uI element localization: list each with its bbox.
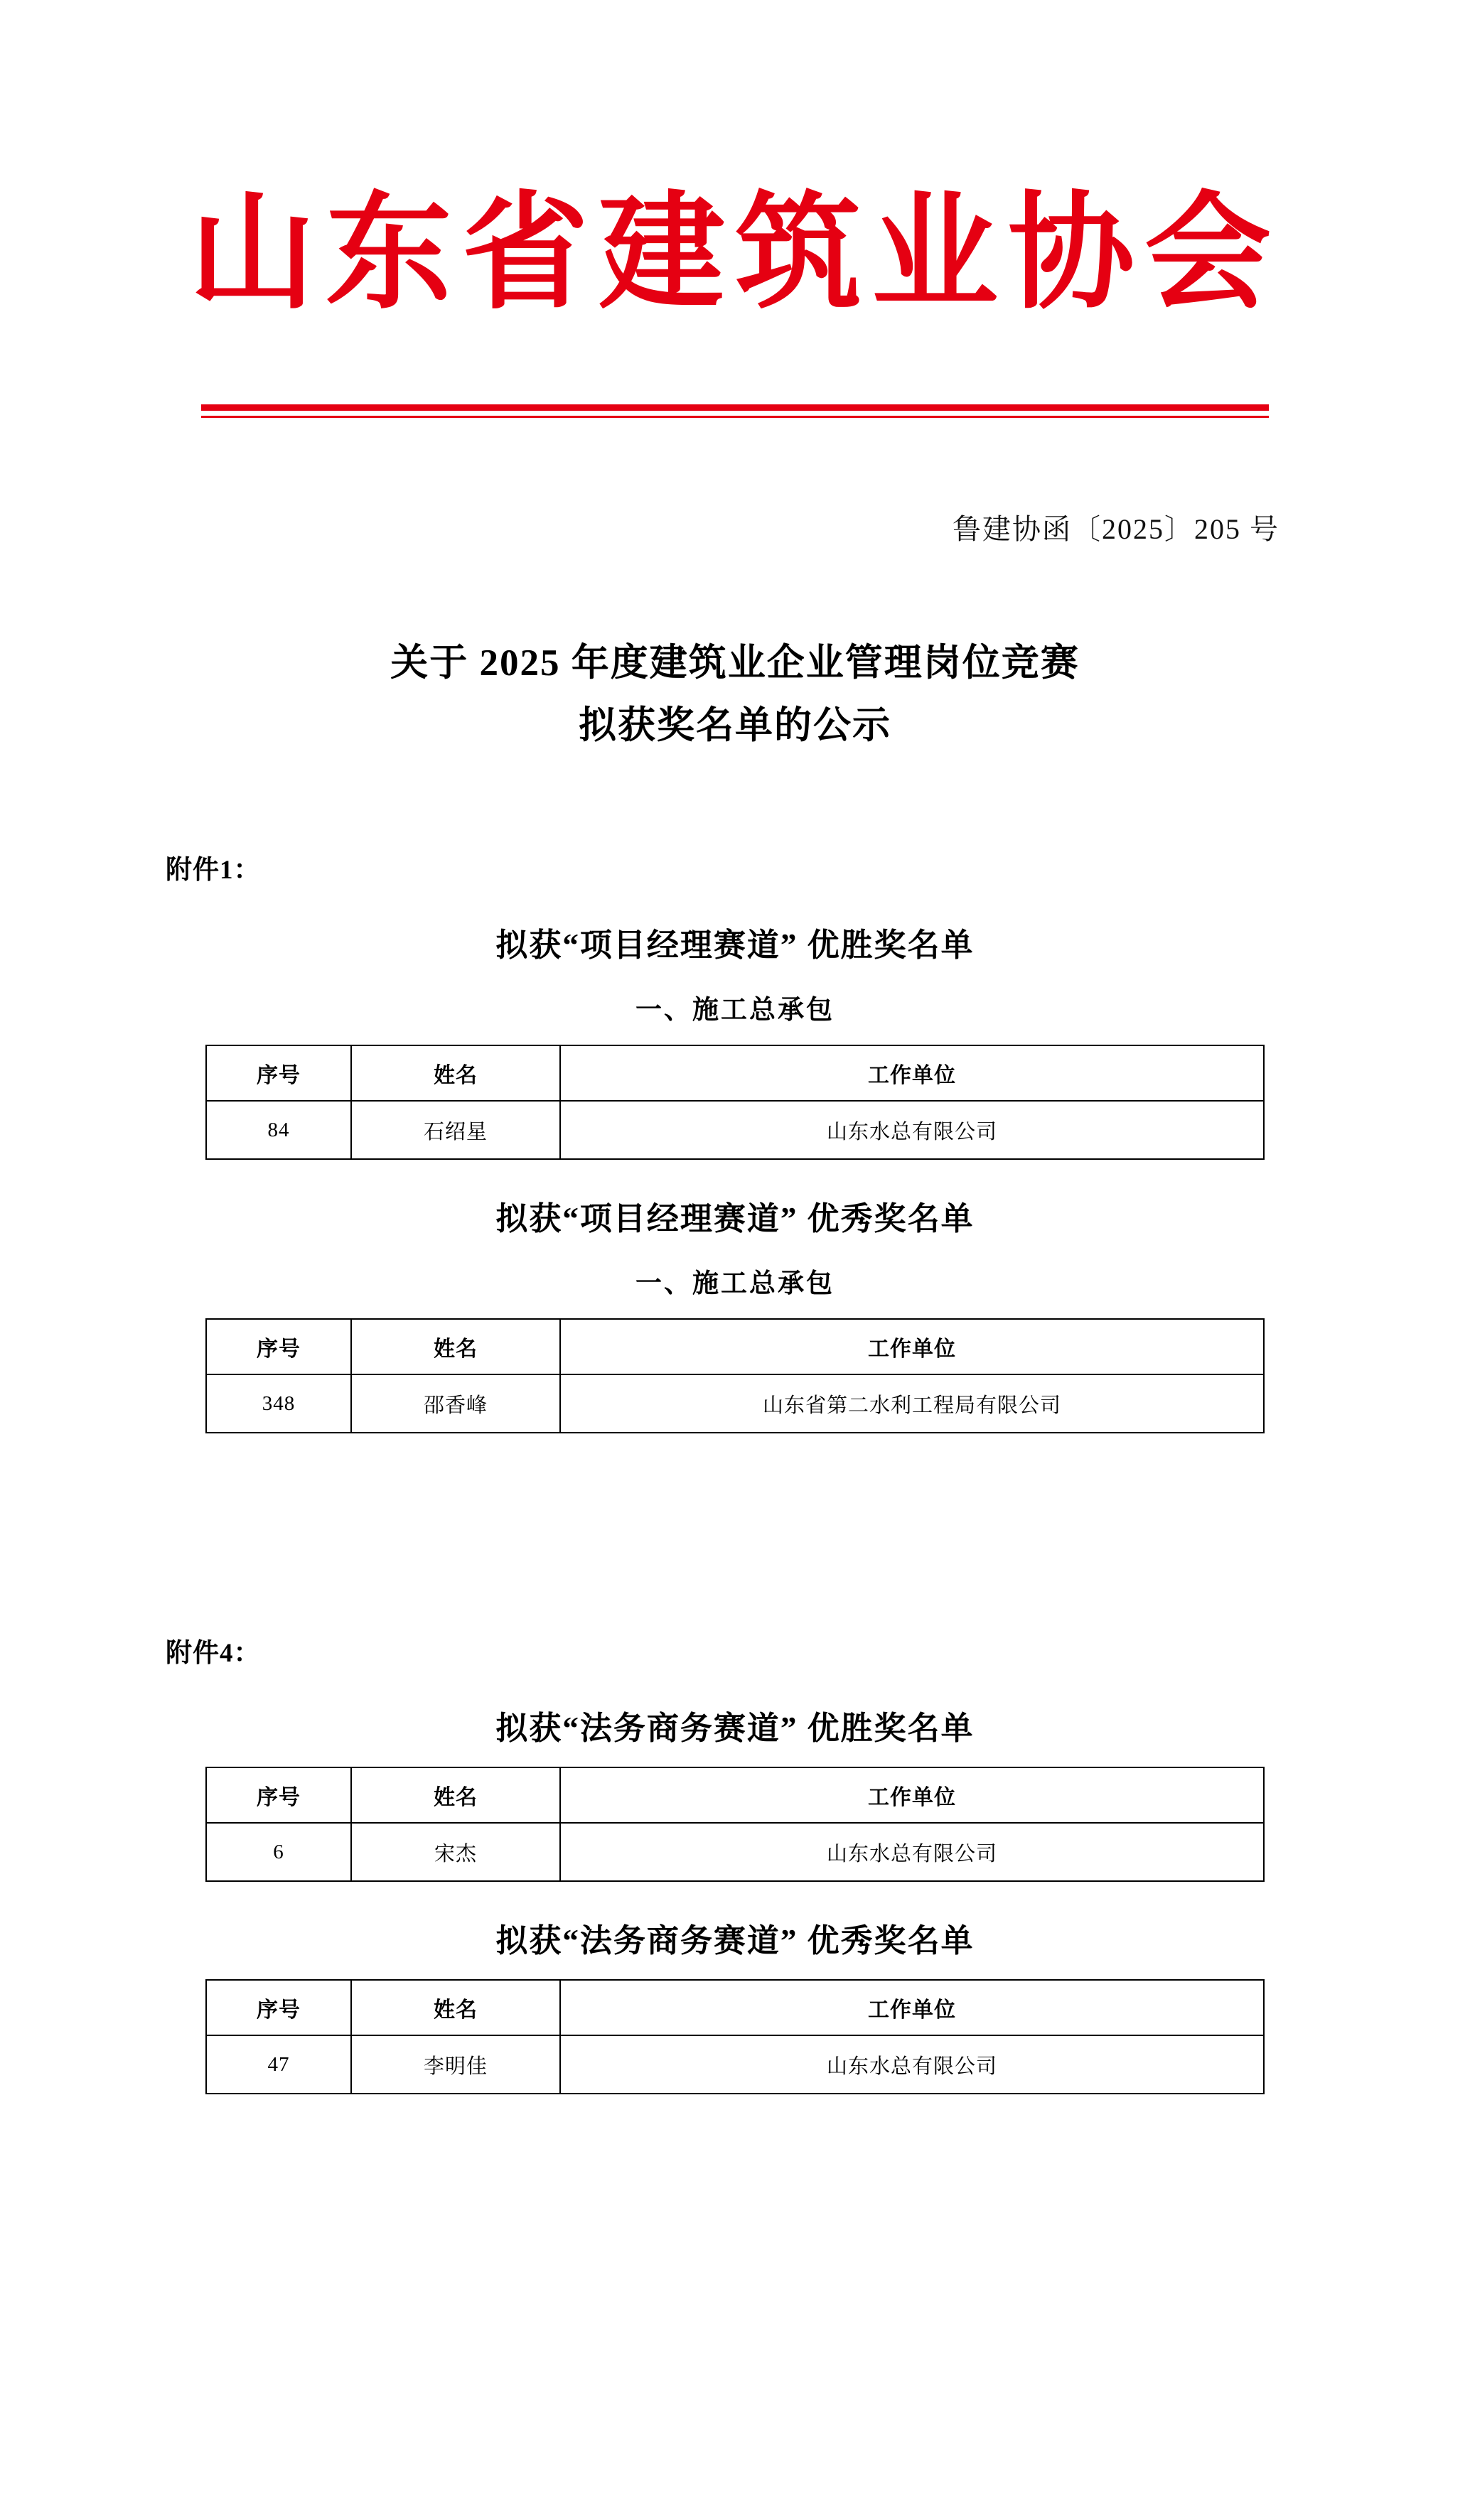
section-title-1-1: 拟获“项目经理赛道” 优胜奖名单 — [495, 927, 975, 964]
table-header-name: 姓名 — [351, 1767, 560, 1823]
awards-table-wrap-1-1 — [205, 1045, 1265, 1160]
cell-name: 李明佳 — [351, 2035, 560, 2094]
page-title-line-2: 拟获奖名单的公示 — [579, 704, 891, 746]
table-header-org: 工作单位 — [560, 1319, 1264, 1374]
organization-title: 山东省建筑业协会 — [189, 178, 1281, 326]
table-header-row — [206, 1980, 1264, 2035]
page-title-line-1: 关于 2025 年度建筑业企业管理岗位竞赛 — [390, 642, 1080, 684]
page-title — [34, 632, 1436, 757]
cell-org: 山东水总有限公司 — [560, 1101, 1264, 1159]
section-subtitle-1-1: 一、施工总承包 — [635, 996, 835, 1025]
cell-no: 47 — [206, 2035, 351, 2094]
table-header-name: 姓名 — [351, 1319, 560, 1374]
letterhead-rule-thick — [201, 404, 1269, 411]
table-row — [206, 1374, 1264, 1433]
table-header-row — [206, 1045, 1264, 1101]
attachment-label-4: 附件4： — [166, 1639, 261, 1669]
document-sheet — [34, 28, 1436, 2492]
cell-no: 6 — [206, 1823, 351, 1881]
section-title-1-2: 拟获“项目经理赛道” 优秀奖名单 — [495, 1201, 975, 1237]
cell-no: 348 — [206, 1374, 351, 1433]
section-title-4-1: 拟获“法务商务赛道” 优胜奖名单 — [495, 1711, 975, 1747]
table-header-org: 工作单位 — [560, 1980, 1264, 2035]
attachment-label-1: 附件1： — [166, 856, 261, 885]
table-header-no: 序号 — [206, 1045, 351, 1101]
document-number: 鲁建协函〔2025〕205 号 — [953, 513, 1279, 546]
table-header-org: 工作单位 — [560, 1767, 1264, 1823]
awards-table-wrap-1-2 — [205, 1318, 1265, 1433]
awards-table-1-1 — [205, 1045, 1265, 1160]
cell-no: 84 — [206, 1101, 351, 1159]
table-row — [206, 1101, 1264, 1159]
cell-org: 山东水总有限公司 — [560, 2035, 1264, 2094]
table-header-no: 序号 — [206, 1767, 351, 1823]
table-header-row — [206, 1319, 1264, 1374]
letterhead — [34, 28, 1436, 326]
awards-table-wrap-4-2 — [205, 1979, 1265, 2094]
table-row — [206, 2035, 1264, 2094]
cell-name: 邵香峰 — [351, 1374, 560, 1433]
letterhead-rule — [34, 404, 1436, 418]
table-header-no: 序号 — [206, 1980, 351, 2035]
table-header-name: 姓名 — [351, 1045, 560, 1101]
section-spacer — [34, 1433, 1436, 1540]
attachment-block-4 — [34, 1631, 1436, 2094]
cell-org: 山东水总有限公司 — [560, 1823, 1264, 1881]
table-header-no: 序号 — [206, 1319, 351, 1374]
attachment-block-1 — [34, 848, 1436, 1433]
cell-name: 宋杰 — [351, 1823, 560, 1881]
awards-table-4-2 — [205, 1979, 1265, 2094]
cell-name: 石绍星 — [351, 1101, 560, 1159]
letterhead-rule-thin — [201, 416, 1269, 418]
section-subtitle-1-2: 一、施工总承包 — [635, 1269, 835, 1299]
awards-table-4-1 — [205, 1767, 1265, 1882]
table-header-row — [206, 1767, 1264, 1823]
table-header-name: 姓名 — [351, 1980, 560, 2035]
cell-org: 山东省第二水利工程局有限公司 — [560, 1374, 1264, 1433]
table-row — [206, 1823, 1264, 1881]
section-title-4-2: 拟获“法务商务赛道” 优秀奖名单 — [495, 1923, 975, 1959]
awards-table-1-2 — [205, 1318, 1265, 1433]
awards-table-wrap-4-1 — [205, 1767, 1265, 1882]
table-header-org: 工作单位 — [560, 1045, 1264, 1101]
